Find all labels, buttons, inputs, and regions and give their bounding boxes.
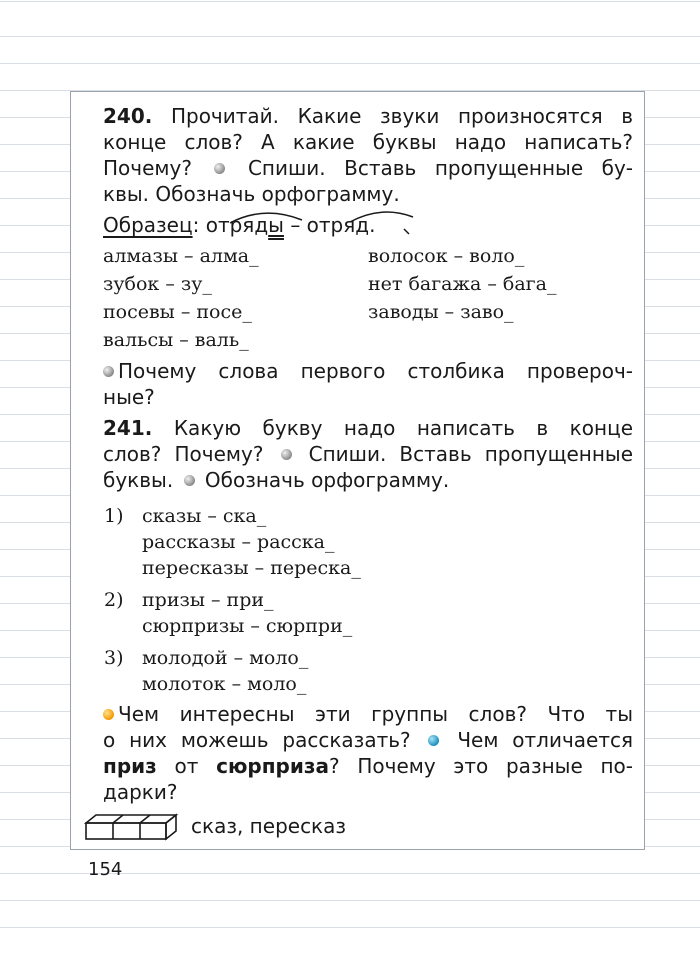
word-priz: приз xyxy=(103,754,157,778)
grey-bullet-icon xyxy=(214,163,225,174)
group-1-number: 1) xyxy=(104,505,124,527)
group-1-row-2: рассказы – расска_ xyxy=(142,531,335,553)
sample-arc-1 xyxy=(230,213,302,223)
sample-arcs xyxy=(226,205,426,227)
sample-word-1-ending: ы xyxy=(268,213,284,237)
ex241-task-4: дарки? xyxy=(103,780,178,804)
sample-colon: : xyxy=(192,213,200,237)
page-number: 154 xyxy=(88,859,123,880)
ex240-question-2: ные? xyxy=(103,385,155,409)
word-col1-3: посевы – посе_ xyxy=(103,301,252,323)
ex240-line-1 xyxy=(103,103,633,129)
group-1-row-3: пересказы – переска_ xyxy=(142,557,361,579)
ex241-text-2a: слов? Почему? xyxy=(103,442,264,466)
sample-dash: – xyxy=(290,213,301,237)
sample-stress-mark xyxy=(403,228,411,236)
ex241-text-1: Какую букву надо написать в конце xyxy=(173,416,633,440)
ex241-text-2b: Спиши. Вставь пропущенные xyxy=(308,442,634,466)
ex240-text-1: Прочитай. Какие звуки произносятся в xyxy=(170,104,633,128)
ex241-text-3b: Обозначь орфограмму. xyxy=(204,468,450,492)
word-col2-3: заводы – заво_ xyxy=(368,301,514,323)
orange-bullet-icon xyxy=(103,709,114,720)
group-2-row-2: сюрпризы – сюрпри_ xyxy=(142,615,353,637)
grey-bullet-icon xyxy=(281,449,292,460)
ex240-question-text: Почему слова первого столбика провероч- xyxy=(118,359,633,383)
ex240-line-3 xyxy=(103,155,633,181)
ex241-line-3 xyxy=(103,467,449,493)
sample-arc-2 xyxy=(350,212,413,222)
word-col2-1: волосок – воло_ xyxy=(368,245,525,267)
sample-word-2: отряд xyxy=(306,213,370,237)
ex240-text-3b: Спиши. Вставь пропущенные бу- xyxy=(247,156,634,180)
sample-end: . xyxy=(369,213,376,237)
word-col2-2: нет багажа – бага_ xyxy=(368,273,557,295)
word-surpriza: сюрприза xyxy=(216,754,330,778)
ex240-text-3a: Почему? xyxy=(103,156,192,180)
grey-bullet-icon xyxy=(184,475,195,486)
ex240-line-2: конце слов? А какие буквы надо написать? xyxy=(103,130,633,154)
ex240-number: 240. xyxy=(103,104,153,128)
blue-bullet-icon xyxy=(428,735,439,746)
sample-word-1-stem: отряд xyxy=(205,213,269,237)
ex241-task-2 xyxy=(103,727,633,753)
group-2-row-1: призы – при_ xyxy=(142,589,274,611)
ex241-task-text-1: Чем интересны эти группы слов? Что ты xyxy=(118,702,633,726)
ex241-task-3 xyxy=(103,753,633,779)
ex241-task-text-2b: Чем отличается xyxy=(457,728,633,752)
grey-bullet-icon xyxy=(103,366,114,377)
word-col1-2: зубок – зу_ xyxy=(103,273,212,295)
word-blocks-icon xyxy=(84,813,180,841)
ex241-number: 241. xyxy=(103,416,153,440)
ex241-task-text-3-mid: от xyxy=(156,754,217,778)
word-col1-1: алмазы – алма_ xyxy=(103,245,259,267)
group-1-row-1: сказы – ска_ xyxy=(142,505,267,527)
sample-label: Образец xyxy=(103,213,193,237)
word-col1-4: вальсы – валь_ xyxy=(103,329,249,351)
ex241-line-1 xyxy=(103,415,633,441)
ex241-text-3a: буквы. xyxy=(103,468,174,492)
group-3-row-2: молоток – моло_ xyxy=(142,673,307,695)
group-3-row-1: молодой – моло_ xyxy=(142,647,309,669)
ex241-task-1 xyxy=(103,701,633,727)
ex241-line-2 xyxy=(103,441,633,467)
group-2-number: 2) xyxy=(104,589,124,611)
word-blocks-text: сказ, пересказ xyxy=(191,814,347,838)
ex240-question-1 xyxy=(103,358,633,384)
ex241-task-text-2a: о них можешь рассказать? xyxy=(103,728,411,752)
ex241-task-text-3-end: ? Почему это разные по- xyxy=(329,754,633,778)
ex240-line-4: квы. Обозначь орфограмму. xyxy=(103,182,400,206)
group-3-number: 3) xyxy=(104,647,124,669)
